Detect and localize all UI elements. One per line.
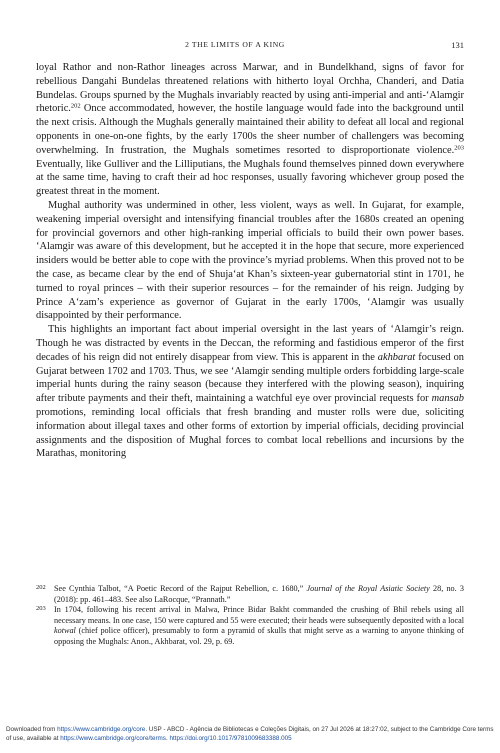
footnote-202: [36, 584, 464, 605]
text-span: focused on Gujarat between 1702 and 1703. Thus, we see ‘Alamgir sending multiple orders forbidding large-scale imperial hunts during the rainy season (because they interfered with the plowing season), inquiring after tribute payments and their theft, maintaining a watchful eye over provincial requests for: [36, 351, 464, 405]
page-header: [36, 40, 464, 52]
page-number: 131: [451, 40, 464, 50]
paragraph-1: [36, 61, 464, 199]
text-span: .: [165, 734, 170, 742]
footnotes: [36, 584, 464, 648]
italic-term: akhbarat: [377, 351, 416, 363]
running-head: 2 THE LIMITS OF A KING: [185, 40, 285, 49]
text-span: loyal Rathor and non-Rathor lineages across Marwar, and in Bundelkhand, signs of favor for rebellious Dangahi Bundelas threatened relations with hitherto loyal Orchha, Chanderi, and Datia Bundelas. Groups spurned by the Mughals invariably reacted by using anti-imperial and anti-‘Alamgir rhetoric.: [36, 62, 464, 115]
text-span: promotions, reminding local officials that fresh branding and muster rolls were due, soliciting information about illegal taxes and other forms of extortion by imperial officials, deciding provincial assignments and the disposition of Mughal forces to combat local rebellions and incursions by the Marathas, monitoring: [36, 406, 464, 460]
text-span: Once accommodated, however, the hostile language would fade into the background until the next crisis. Although the Mughals generally maintained their ability to defeat all local and regional opponents in one-on-one fights, by the early 1700s the sheer number of challengers was becoming overwhelming. In frustration, the Mughals sometimes resorted to disproportionate violence.: [36, 103, 464, 156]
italic-term: kotwal: [54, 626, 76, 636]
footnote-ref-202[interactable]: 202: [70, 102, 81, 110]
footnote-number: 202: [36, 584, 46, 591]
text-span: In 1704, following his recent arrival in Malwa, Prince Bidar Bakht commanded the crushing of Bhil rebels using all necessary means. In one case, 150 were captured and 55 were executed; their heads were subsequently deposited with a local: [54, 605, 464, 625]
footnote-ref-203[interactable]: 203: [454, 144, 464, 152]
body-text: [36, 61, 464, 461]
download-note: [6, 726, 494, 743]
text-span: Eventually, like Gulliver and the Lilliputians, the Mughals found themselves pinned down everywhere at the same time, having to craft their ad hoc responses, usually favoring whichever group posed the greatest threat in the moment.: [36, 158, 464, 198]
footnote-number: 203: [36, 605, 46, 613]
text-span: See Cynthia Talbot, “A Poetic Record of the Rajput Rebellion, c. 1680,”: [54, 584, 307, 593]
doi-link[interactable]: https://doi.org/10.1017/9781009683388.005: [169, 734, 292, 742]
text-span: . USP - ABCD - Agência de Bibliotecas e Coleções Digitais, on 27 Jul 2026 at 18:27:02, subject to the Cambridge Core terms of use, available at: [6, 726, 494, 742]
paragraph-3: [36, 323, 464, 461]
text-span: 28, no. 3 (2018): pp. 461–483. See also LaRocque, “Prannath.”: [54, 584, 465, 604]
italic-term: mansab: [431, 393, 464, 405]
journal-title: Journal of the Royal Asiatic Society: [306, 584, 430, 593]
terms-link[interactable]: https://www.cambridge.org/core/terms: [60, 734, 166, 742]
text-span: Downloaded from: [6, 726, 58, 733]
paragraph-2: Mughal authority was undermined in other, less violent, ways as well. In Gujarat, for example, weakening imperial oversight and intensifying financial troubles after the 1680s created an opening for provincial governors and other high-ranking imperial officials to build their own power bases. ‘Alamgir was aware of this development, but he accepted it in the hope that secure, more experienced insiders would be better able to cope with the province’s myriad problems. When this proved not to be the case, as became clear by the end of Shuja‘at Khan’s sixteen-year gubernatorial stint in 1701, he turned to royal princes – with their superior resources – for the remainder of his reign. Judging by Prince A‘zam’s experience as governor of Gujarat in the early 1700s, ‘Alamgir was usually disappointed by their performance.: [36, 199, 464, 322]
text-span: This highlights an important fact about imperial oversight in the last years of ‘Alamgir’s reign. Though he was distracted by events in the Deccan, the reforming and fastidious emperor of the first decades of his reign did not entirely disappear from view. This is apparent in the: [36, 324, 464, 363]
text-span: (chief police officer), presumably to form a pyramid of skulls that might serve as a warning to anyone thinking of opposing the Mughals: Anon., Akhbarat, vol. 29, p. 69.: [54, 626, 464, 646]
footnote-203: [36, 605, 464, 647]
cambridge-core-link[interactable]: https://www.cambridge.org/core: [57, 726, 146, 733]
